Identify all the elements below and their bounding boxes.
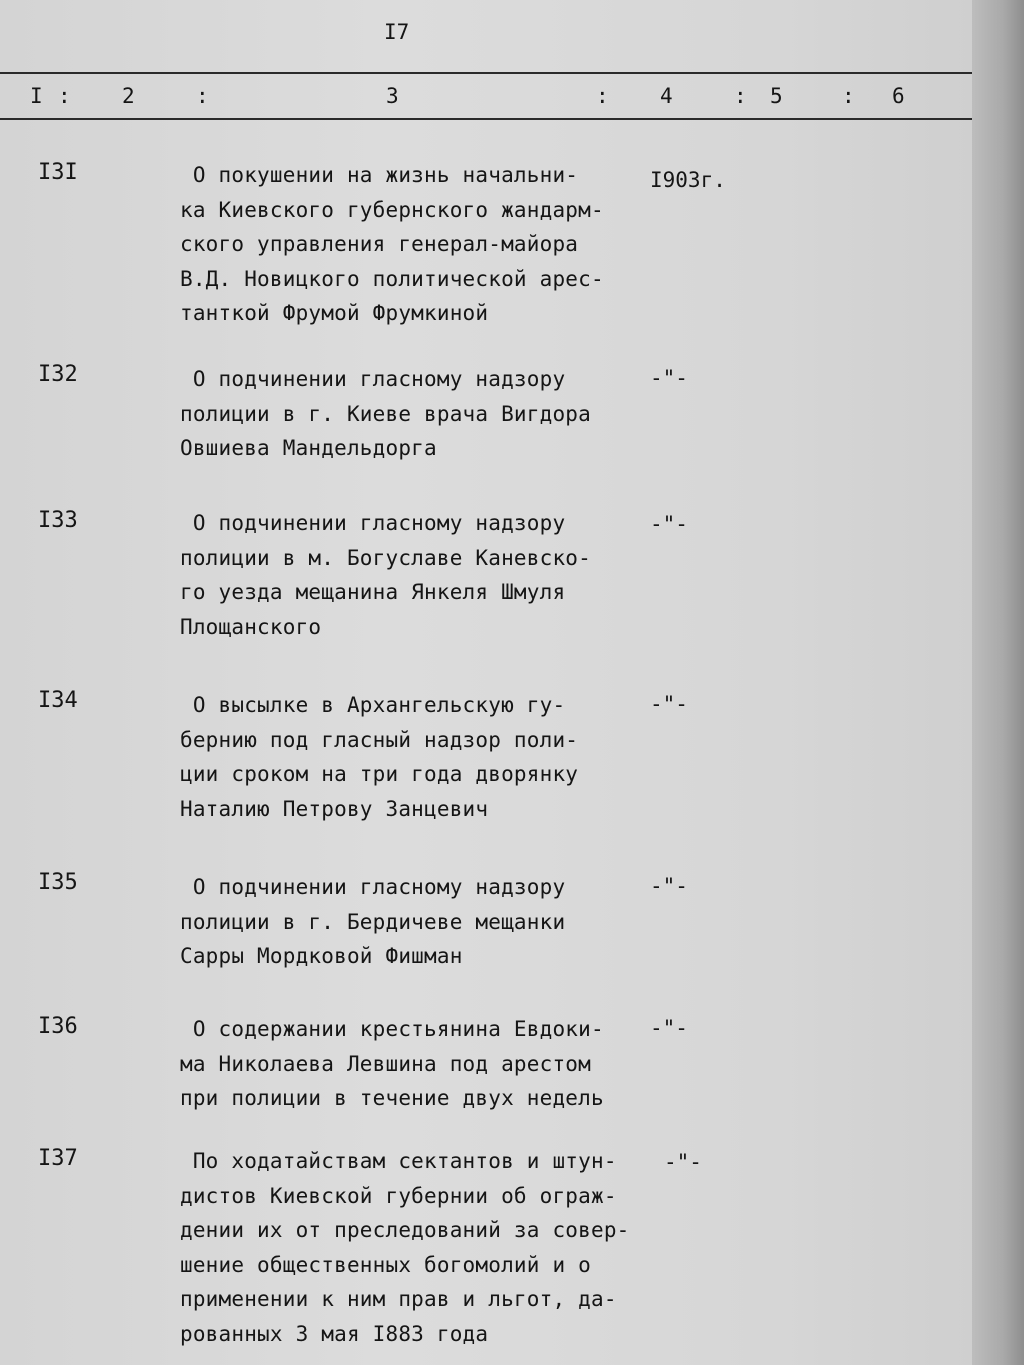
entry-title: О содержании крестьянина Евдоки- ма Николаева Левшина под арестом при полиции в течение двух недель bbox=[180, 1017, 604, 1110]
entry-number: I35 bbox=[38, 870, 78, 895]
entry-title: О покушении на жизнь начальни- ка Киевского губернского жандарм- ского управления генерал-майора В.Д. Новицкого политической арес- танткой Фрумой Фрумкиной bbox=[180, 163, 604, 325]
entry-title: О высылке в Архангельскую гу- бернию под гласный надзор поли- ции сроком на три года дворянку Наталию Петрову Занцевич bbox=[180, 693, 579, 821]
entry-date: I903г. bbox=[650, 168, 726, 192]
entry-date: -"- bbox=[650, 512, 688, 536]
column-separator: : bbox=[58, 84, 71, 108]
entry-number: I3I bbox=[38, 160, 78, 185]
entry-title: О подчинении гласному надзору полиции в м. Богуславе Каневско- го уезда мещанина Янкеля Шмуля Площанского bbox=[180, 511, 591, 639]
column-header-5: 5 bbox=[770, 84, 783, 108]
entry-number: I37 bbox=[38, 1146, 78, 1171]
column-separator: : bbox=[734, 84, 747, 108]
entry-number: I36 bbox=[38, 1014, 78, 1039]
column-header-6: 6 bbox=[892, 84, 905, 108]
page-edge-shadow bbox=[972, 0, 1024, 1365]
column-separator: : bbox=[596, 84, 609, 108]
entry-number: I33 bbox=[38, 508, 78, 533]
column-header-2: 2 bbox=[122, 84, 135, 108]
entry-title: По ходатайствам сектантов и штун- дистов Киевской губернии об ограж- дении их от преследований за совер- шение общественных богомолий и о применении к ним прав и льгот, да- рованных 3 мая I883 года bbox=[180, 1149, 630, 1346]
entry-date: -"- bbox=[650, 1016, 688, 1040]
column-header-3: 3 bbox=[386, 84, 399, 108]
entry-date: -"- bbox=[664, 1150, 702, 1174]
entry-date: -"- bbox=[650, 692, 688, 716]
column-separator: : bbox=[842, 84, 855, 108]
entry-date: -"- bbox=[650, 874, 688, 898]
entry-title: О подчинении гласному надзору полиции в г. Киеве врача Вигдора Овшиева Мандельдорга bbox=[180, 367, 591, 460]
column-header-4: 4 bbox=[660, 84, 673, 108]
header-top-rule bbox=[0, 72, 972, 74]
header-bottom-rule bbox=[0, 118, 972, 120]
entry-date: -"- bbox=[650, 366, 688, 390]
entry-number: I32 bbox=[38, 362, 78, 387]
column-header-1: I bbox=[30, 84, 43, 108]
column-separator: : bbox=[196, 84, 209, 108]
page-number: I7 bbox=[384, 20, 410, 44]
entry-title: О подчинении гласному надзору полиции в г. Бердичеве мещанки Сарры Мордковой Фишман bbox=[180, 875, 566, 968]
entry-number: I34 bbox=[38, 688, 78, 713]
